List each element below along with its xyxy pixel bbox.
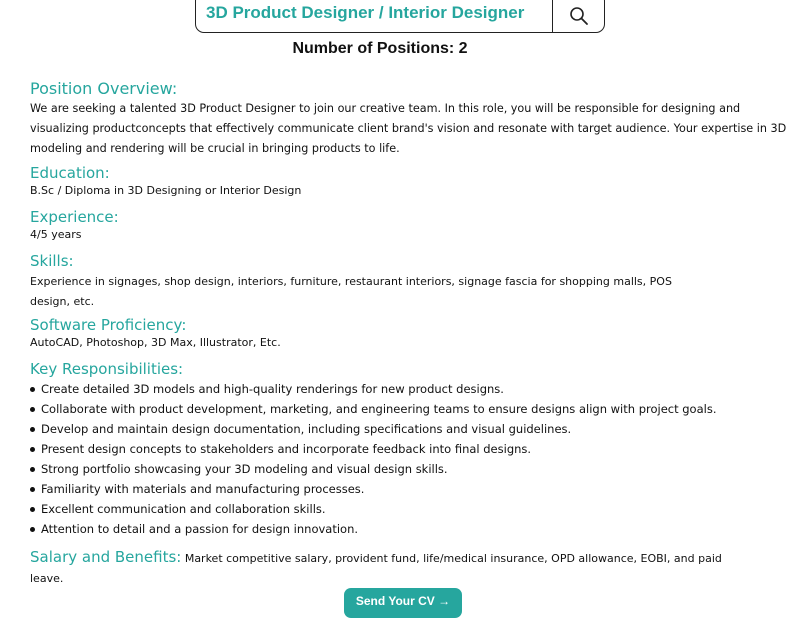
list-item: Strong portfolio showcasing your 3D modeling and visual design skills. [30,459,717,479]
list-item: Attention to detail and a passion for design innovation. [30,519,717,539]
list-item: Develop and maintain design documentation, including specifications and visual guidelines. [30,419,717,439]
responsibilities-section [30,360,717,539]
search-icon [569,6,589,26]
salary-text: Market competitive salary, provident fund, life/medical insurance, OPD allowance, EOBI, and paid leave. [30,552,722,585]
salary-paragraph [30,547,730,589]
search-button[interactable] [552,0,604,32]
search-bar[interactable] [195,0,605,33]
skills-section [30,252,710,312]
list-item: Excellent communication and collaboration skills. [30,499,717,519]
salary-section [30,547,730,589]
overview-text: We are seeking a talented 3D Product Designer to join our creative team. In this role, you will be responsible for designing and visualizing productconcepts that effectively communicate client brand's vision and resonate with target audience. Your expertise in 3D modeling and rendering will be crucial in bringing products to life. [30,102,787,155]
responsibilities-list [30,379,717,539]
list-item: Collaborate with product development, marketing, and engineering teams to ensure designs align with project goals. [30,399,717,419]
positions-count: Number of Positions: 2 [292,40,468,57]
overview-section [30,79,790,159]
skills-text: Experience in signages, shop design, interiors, furniture, restaurant interiors, signage fascia for shopping malls, POS design, etc. [30,275,672,308]
experience-text: 4/5 years [30,228,82,241]
search-input[interactable]: 3D Product Designer / Interior Designer [206,3,525,22]
list-item: Create detailed 3D models and high-quality renderings for new product designs. [30,379,717,399]
list-item: Present design concepts to stakeholders and incorporate feedback into final designs. [30,439,717,459]
send-cv-button[interactable]: Send Your CV → [344,588,462,618]
software-text: AutoCAD, Photoshop, 3D Max, Illustrator, Etc. [30,336,281,349]
skills-heading: Skills: [30,252,74,270]
software-heading: Software Proficiency: [30,316,187,334]
education-section [30,164,301,200]
education-heading: Education: [30,164,110,182]
experience-section [30,208,119,244]
overview-heading: Position Overview: [30,79,178,98]
software-section [30,316,281,352]
list-item: Familiarity with materials and manufacturing processes. [30,479,717,499]
education-text: B.Sc / Diploma in 3D Designing or Interior Design [30,184,302,197]
salary-heading: Salary and Benefits: [30,548,182,566]
experience-heading: Experience: [30,208,119,226]
responsibilities-heading: Key Responsibilities: [30,360,184,378]
